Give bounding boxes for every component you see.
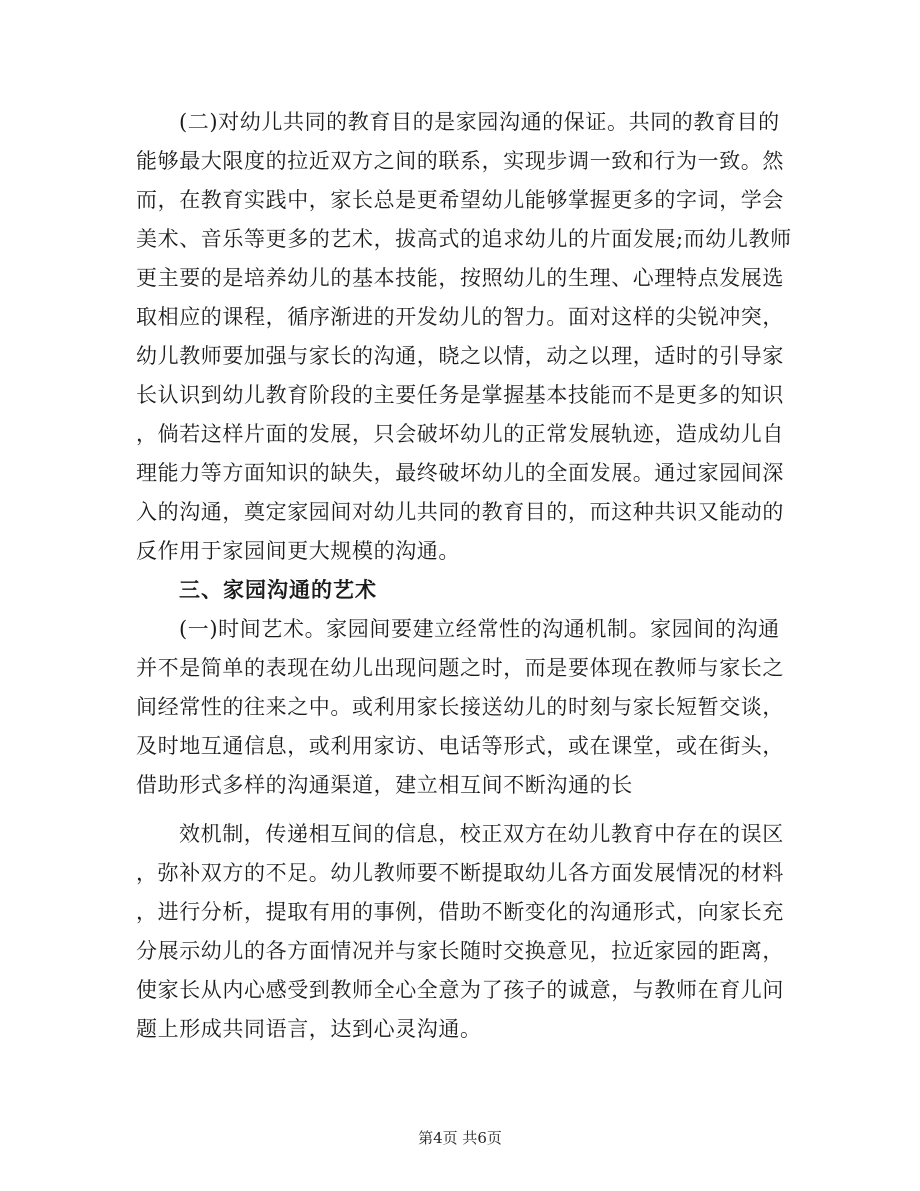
paragraph-1-line-2: 能够最大限度的拉近双方之间的联系，实现步调一致和行为一致。然 [136, 149, 784, 173]
page-number-footer: 第4页 共6页 [418, 1129, 502, 1147]
paragraph-1-line-4: 美术、音乐等更多的艺术，拔高式的追求幼儿的片面发展;而幼儿教师 [136, 227, 792, 251]
paragraph-1-line-8: 长认识到幼儿教育阶段的主要任务是掌握基本技能而不是更多的知识 [136, 383, 784, 407]
paragraph-2-line-1: (一)时间艺术。家园间要建立经常性的沟通机制。家园间的沟通 [179, 617, 780, 641]
paragraph-1-line-11: 入的沟通，奠定家园间对幼儿共同的教育目的，而这种共识又能动的 [136, 500, 784, 524]
paragraph-2-line-4: 及时地互通信息，或利用家访、电话等形式，或在课堂，或在街头， [136, 734, 784, 758]
paragraph-1-line-12: 反作用于家园间更大规模的沟通。 [136, 539, 460, 563]
paragraph-1-line-6: 取相应的课程，循序渐进的开发幼儿的智力。面对这样的尖锐冲突， [136, 305, 784, 329]
paragraph-1-line-10: 理能力等方面知识的缺失，最终破坏幼儿的全面发展。通过家园间深 [136, 461, 784, 485]
paragraph-3-line-4: 分展示幼儿的各方面情况并与家长随时交换意见，拉近家园的距离， [136, 939, 784, 963]
paragraph-1-line-7: 幼儿教师要加强与家长的沟通，晓之以情，动之以理，适时的引导家 [136, 344, 784, 368]
paragraph-1-line-3: 而，在教育实践中，家长总是更希望幼儿能够掌握更多的字词，学会 [136, 188, 784, 212]
section-heading: 三、家园沟通的艺术 [179, 578, 377, 602]
paragraph-2-line-3: 间经常性的往来之中。或利用家长接送幼儿的时刻与家长短暂交谈， [136, 695, 784, 719]
paragraph-2-line-5: 借助形式多样的沟通渠道，建立相互间不断沟通的长 [136, 773, 633, 797]
paragraph-3-line-2: ，弥补双方的不足。幼儿教师要不断提取幼儿各方面发展情况的材料 [136, 861, 784, 885]
paragraph-1-line-9: ，倘若这样片面的发展，只会破坏幼儿的正常发展轨迹，造成幼儿自 [136, 422, 784, 446]
paragraph-2-line-2: 并不是简单的表现在幼儿出现问题之时，而是要体现在教师与家长之 [136, 656, 784, 680]
paragraph-1-line-5: 更主要的是培养幼儿的基本技能，按照幼儿的生理、心理特点发展选 [136, 266, 784, 290]
paragraph-1-line-1: (二)对幼儿共同的教育目的是家园沟通的保证。共同的教育目的 [179, 110, 780, 134]
paragraph-3-line-1: 效机制，传递相互间的信息，校正双方在幼儿教育中存在的误区 [179, 822, 784, 846]
paragraph-3-line-5: 使家长从内心感受到教师全心全意为了孩子的诚意，与教师在育儿问 [136, 978, 784, 1002]
paragraph-3-line-6: 题上形成共同语言，达到心灵沟通。 [136, 1017, 482, 1041]
paragraph-3-line-3: ，进行分析，提取有用的事例，借助不断变化的沟通形式，向家长充 [136, 900, 784, 924]
